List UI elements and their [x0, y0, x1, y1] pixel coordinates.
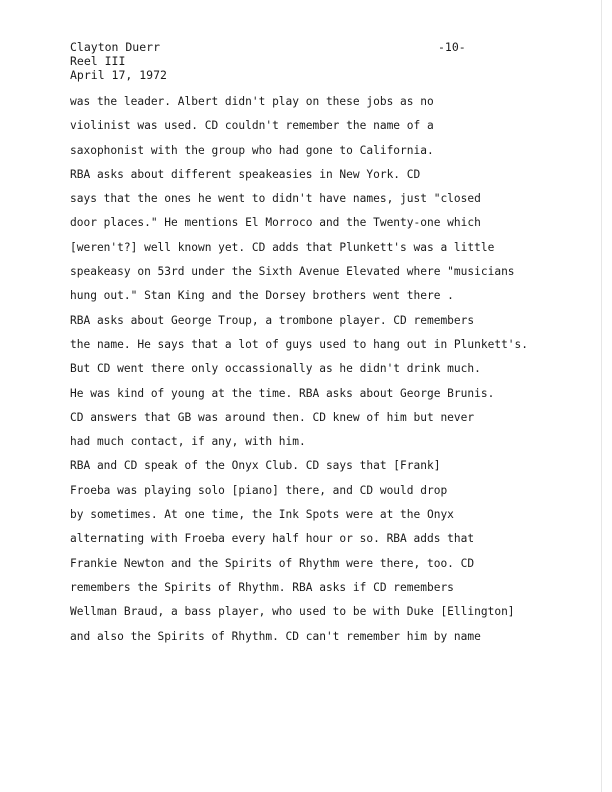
reel-label: Reel III: [70, 54, 126, 68]
text-line: Wellman Braud, a bass player, who used to be with Duke [Ellington]: [70, 605, 515, 619]
text-line: RBA asks about different speakeasies in New York. CD: [70, 167, 421, 181]
text-line: speakeasy on 53rd under the Sixth Avenue Elevated where "musicians: [70, 265, 515, 279]
text-line: Froeba was playing solo [piano] there, and CD would drop: [70, 483, 448, 497]
text-line: had much contact, if any, with him.: [70, 435, 306, 449]
text-line: RBA asks about George Troup, a trombone player. CD remembers: [70, 313, 475, 327]
scan-edge-line: [601, 0, 602, 792]
text-line: But CD went there only occassionally as he didn't drink much.: [70, 362, 481, 376]
text-line: He was kind of young at the time. RBA asks about George Brunis.: [70, 386, 495, 400]
text-line: RBA and CD speak of the Onyx Club. CD says that [Frank]: [70, 459, 441, 473]
text-line: door places." He mentions El Morroco and the Twenty-one which: [70, 216, 481, 230]
text-line: hung out." Stan King and the Dorsey brothers went there .: [70, 289, 454, 303]
text-line: and also the Spirits of Rhythm. CD can't remember him by name: [70, 629, 481, 643]
text-line: saxophonist with the group who had gone to California.: [70, 143, 434, 157]
text-line: [weren't?] well known yet. CD adds that Plunkett's was a little: [70, 240, 495, 254]
text-line: violinist was used. CD couldn't remember the name of a: [70, 119, 434, 133]
text-line: CD answers that GB was around then. CD knew of him but never: [70, 410, 475, 424]
transcript-body: [70, 90, 590, 649]
page-number: -10-: [438, 40, 466, 54]
text-line: remembers the Spirits of Rhythm. RBA asks if CD remembers: [70, 580, 454, 594]
text-line: was the leader. Albert didn't play on these jobs as no: [70, 95, 434, 108]
interviewee-name: Clayton Duerr: [70, 40, 161, 54]
interview-date: April 17, 1972: [70, 68, 167, 82]
text-line: Frankie Newton and the Spirits of Rhythm were there, too. CD: [70, 556, 475, 570]
text-line: says that the ones he went to didn't have names, just "closed: [70, 192, 481, 206]
text-line: the name. He says that a lot of guys used to hang out in Plunkett's.: [70, 337, 529, 351]
transcript-header: [70, 40, 167, 82]
text-line: by sometimes. At one time, the Ink Spots were at the Onyx: [70, 508, 454, 522]
text-line: alternating with Froeba every half hour or so. RBA adds that: [70, 532, 475, 546]
